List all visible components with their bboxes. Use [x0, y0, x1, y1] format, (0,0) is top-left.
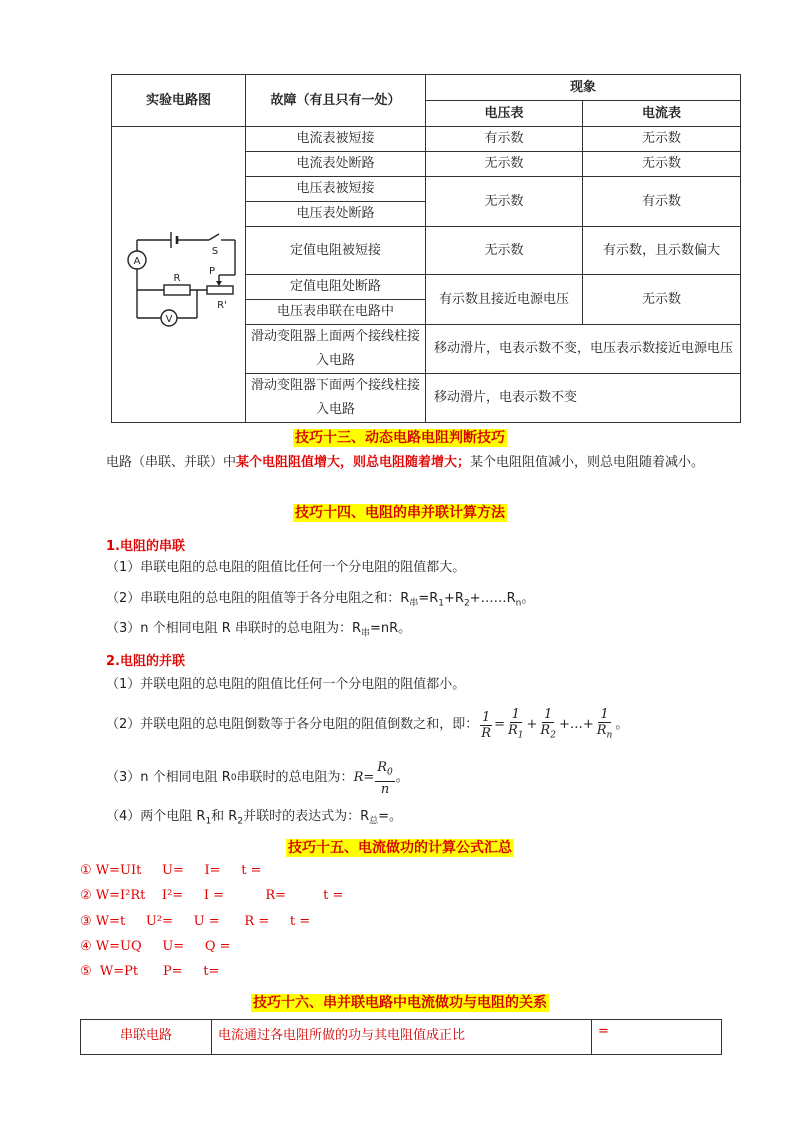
fault-cell: 电压表被短接: [246, 177, 426, 202]
section-title-14: 技巧十四、电阻的串并联计算方法: [295, 505, 505, 521]
header-fault: 故障（有且只有一处）: [246, 75, 426, 127]
ammeter-cell: 无示数: [583, 127, 741, 152]
circuit-type-cell: 串联电路: [81, 1020, 212, 1055]
section-title-15: 技巧十五、电流做功的计算公式汇总: [288, 840, 512, 856]
formula-5: ⑤ W=Pt P= t=: [80, 964, 220, 979]
phenomenon-cell: 移动滑片，电表示数不变: [426, 374, 741, 423]
ammeter-label: A: [133, 255, 140, 267]
fault-cell: 定值电阻被短接: [246, 227, 426, 275]
fraction: $\frac{1}{R_1}$: [507, 707, 524, 741]
fault-cell: 滑动变阻器上面两个接线柱接入电路: [246, 325, 426, 374]
header-ammeter: 电流表: [583, 101, 741, 127]
circuit-diagram-cell: [112, 127, 246, 423]
fraction: $\frac{R_0}{n}$: [377, 760, 393, 797]
work-resistance-table: [80, 1019, 722, 1055]
parallel-rule-1: （1）并联电阻的总电阻的阻值比任何一个分电阻的阻值都小。: [106, 677, 466, 692]
fraction: $\frac{1}{R_2}$: [540, 707, 556, 741]
ammeter-cell: 有示数: [583, 177, 741, 227]
parallel-rule-3: （3）n 个相同电阻 R 0 串联时的总电阻为： R= $\frac{R_0}{n}$ 。: [106, 760, 409, 797]
fault-cell: 电流表处断路: [246, 152, 426, 177]
ammeter-cell: 有示数，且示数偏大: [583, 227, 741, 275]
rheostat-label: R': [216, 299, 227, 311]
formula-1: ① W=UIt U= I= t =: [80, 863, 262, 878]
sec13-paragraph: 电路（串联、并联）中某个电阻阻值增大，则总电阻随着增大；某个电阻阻值减小，则总电阻随着减小。: [106, 455, 705, 470]
section-title-13: 技巧十三、动态电路电阻判断技巧: [295, 430, 505, 446]
phenomenon-cell: 移动滑片，电表示数不变，电压表示数接近电源电压: [426, 325, 741, 374]
parallel-rule-4: （4）两个电阻 $R_1$和 $R_2$并联时的表达式为：$R_总=$。: [106, 809, 403, 827]
voltmeter-cell: 无示数: [426, 177, 583, 227]
voltmeter-cell: 有示数且接近电源电压: [426, 275, 583, 325]
formula-cell: =: [592, 1020, 722, 1055]
series-rule-2: （2）串联电阻的总电阻的阻值等于各分电阻之和：$R_串=R_1+R_2+\dots\dots R_n$。: [106, 591, 535, 609]
header-diagram: 实验电路图: [112, 75, 246, 127]
voltmeter-cell: 无示数: [426, 227, 583, 275]
fault-cell: 电压表处断路: [246, 202, 426, 227]
header-phenomenon: 现象: [426, 75, 741, 101]
series-rule-1: （1）串联电阻的总电阻的阻值比任何一个分电阻的阻值都大。: [106, 560, 466, 575]
formula-4: ④ W=UQ U= Q =: [80, 939, 231, 954]
voltmeter-cell: 有示数: [426, 127, 583, 152]
fraction: $\frac{1}{R_n}$: [596, 707, 613, 741]
parallel-rule-2: （2）并联电阻的总电阻倒数等于各分电阻的阻值倒数之和，即： $\frac{1}{R}$ = $\frac{1}{R_1}$ + $\frac{1}{R_2}$ +…+ $\frac{1}{R_n}$ 。: [106, 707, 628, 744]
ammeter-cell: 无示数: [583, 275, 741, 325]
circuit-diagram: [119, 220, 239, 330]
formula-2: ② W=I²Rt I²= I = R= t =: [80, 888, 344, 903]
parallel-heading: 2.电阻的并联: [106, 654, 185, 669]
fault-cell: 电压表串联在电路中: [246, 300, 426, 325]
fraction: $\frac{1}{R}$: [481, 709, 492, 741]
voltmeter-cell: 无示数: [426, 152, 583, 177]
slider-label: P: [208, 265, 215, 277]
relation-cell: 电流通过各电阻所做的功与其电阻值成正比: [212, 1020, 592, 1055]
switch-label: S: [211, 245, 218, 257]
formula-3: ③ W=t U²= U = R = t =: [80, 914, 311, 929]
resistor-label: R: [173, 272, 180, 284]
fault-cell: 定值电阻处断路: [246, 275, 426, 300]
fault-cell: 电流表被短接: [246, 127, 426, 152]
ammeter-cell: 无示数: [583, 152, 741, 177]
section-title-16: 技巧十六、串并联电路中电流做功与电阻的关系: [253, 995, 547, 1011]
fault-table: [111, 74, 741, 423]
voltmeter-label: V: [165, 313, 172, 325]
series-rule-3: （3）n 个相同电阻 R 串联时的总电阻为：$R_串=nR$。: [106, 621, 412, 639]
series-heading: 1.电阻的串联: [106, 539, 185, 554]
fault-cell: 滑动变阻器下面两个接线柱接入电路: [246, 374, 426, 423]
header-voltmeter: 电压表: [426, 101, 583, 127]
